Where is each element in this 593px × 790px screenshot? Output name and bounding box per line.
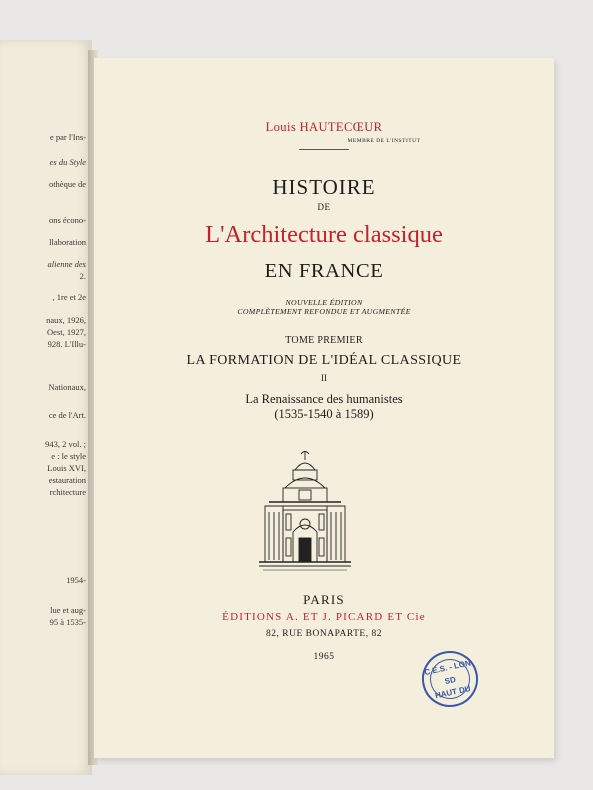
- edition-line-1: NOUVELLE ÉDITION: [285, 298, 363, 307]
- left-page-line: othèque de: [48, 179, 86, 189]
- date-range: (1535-1540 à 1589): [274, 407, 374, 421]
- edition-note: [94, 298, 554, 316]
- title-line-2: DE: [317, 202, 331, 212]
- volume-title: LA FORMATION DE L'IDÉAL CLASSIQUE: [186, 353, 462, 368]
- part-number: II: [321, 373, 327, 383]
- author-last-name: HAUTECŒUR: [299, 120, 383, 134]
- left-page-line: lue et aug-: [50, 605, 86, 615]
- volume-label: TOME PREMIER: [285, 335, 363, 346]
- publisher-address: 82, RUE BONAPARTE, 82: [266, 629, 382, 639]
- left-page-line: alienne des: [47, 259, 86, 269]
- divider-rule: [299, 149, 349, 150]
- left-page-line: e par l'Ins-: [50, 132, 86, 142]
- left-page-line: llaboration: [49, 237, 86, 247]
- author-membership: MEMBRE DE L'INSTITUT: [347, 138, 421, 144]
- left-page-line: 95 à 1535-: [49, 617, 86, 627]
- title-line-4: EN FRANCE: [264, 260, 384, 282]
- edition-line-2: COMPLÈTEMENT REFONDUE ET AUGMENTÉE: [237, 307, 411, 316]
- left-page-line: , 1re et 2e: [52, 292, 86, 302]
- publication-year: 1965: [313, 652, 335, 662]
- left-page-line: es du Style: [49, 157, 86, 167]
- stamp-line-1: C.E.S. - LON: [423, 658, 472, 678]
- subtitle-text: La Renaissance des humanistes: [245, 392, 403, 406]
- left-page-line: Nationaux,: [48, 382, 86, 392]
- left-page-line: 928. L'Illu-: [47, 339, 86, 349]
- left-page-line: Louis XVI,: [47, 463, 86, 473]
- left-page: [0, 40, 92, 775]
- publication-city: PARIS: [303, 592, 345, 607]
- left-page-line: ons écono-: [48, 215, 86, 225]
- left-page-line: Oest, 1927,: [47, 327, 86, 337]
- author-name: [94, 120, 554, 135]
- left-page-line: ce de l'Art.: [48, 410, 86, 420]
- left-page-line: 1954-: [66, 575, 86, 585]
- left-page-line: e : le style: [51, 451, 86, 461]
- title-page: [94, 58, 554, 758]
- publisher-name: ÉDITIONS A. ET J. PICARD ET Cie: [222, 611, 426, 623]
- left-page-line: naux, 1926,: [46, 315, 86, 325]
- left-page-line: estauration: [48, 475, 86, 485]
- title-line-1: HISTOIRE: [272, 175, 376, 199]
- stamp-line-3: HAUT DU: [434, 684, 472, 701]
- author-first-name: Louis: [265, 120, 300, 134]
- left-page-line: 2.: [79, 271, 86, 281]
- building-facade-engraving: [255, 448, 355, 576]
- stamp-line-2: SD: [443, 674, 457, 687]
- subtitle: [94, 392, 554, 422]
- title-main: L'Architecture classique: [205, 221, 443, 248]
- left-page-line: 943, 2 vol. ;: [45, 439, 86, 449]
- left-page-line: rchitecture: [49, 487, 86, 497]
